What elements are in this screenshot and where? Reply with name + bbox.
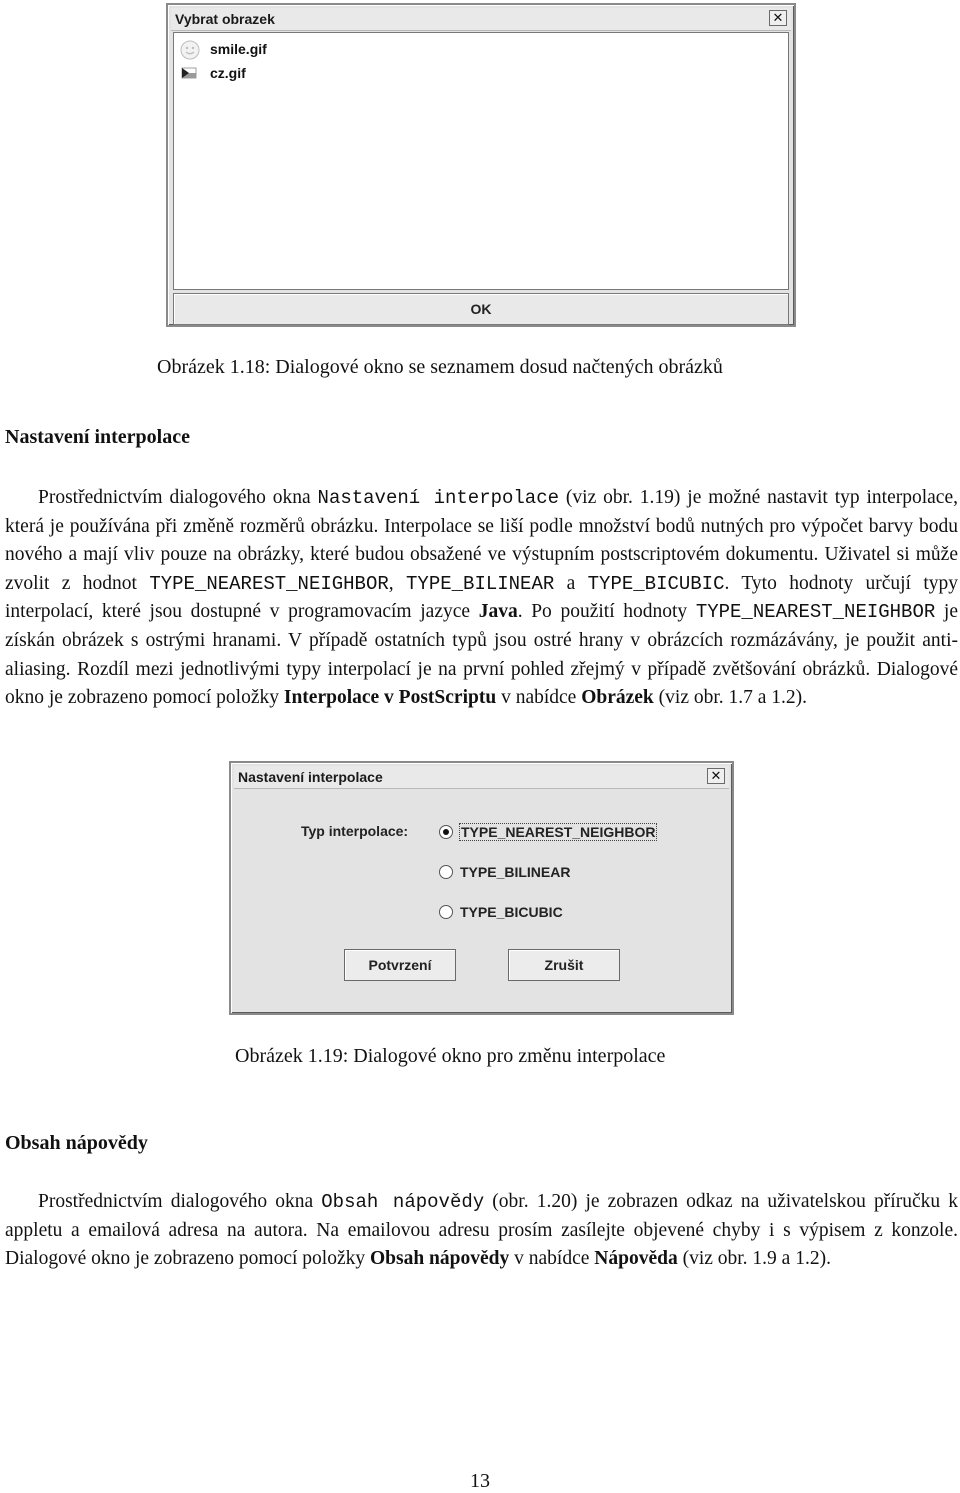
radio-button[interactable] bbox=[439, 905, 453, 919]
smiley-face-icon bbox=[180, 40, 200, 60]
image-list[interactable] bbox=[173, 32, 789, 290]
cancel-button[interactable]: Zrušit bbox=[508, 949, 620, 981]
paragraph: Prostřednictvím dialogového okna Nastavení interpolace (viz obr. 1.19) je možné nastavit typ interpolace, která je používána při změně rozměrů obrázku. Interpolace se liší podle množství bodů nutných pro výpočet barvy bodu nového a mají vliv pouze na obrázky, které budou obsažené ve výstupním postscriptovém dokumentu. Uživatel si může zvolit z hodnot TYPE_NEAREST_NEIGHBOR, TYPE_BILINEAR a TYPE_BICUBIC. Tyto hodnoty určují typy interpolací, které jsou dostupné v programovacím jazyce Java. Po použití hodnoty TYPE_NEAREST_NEIGHBOR je získán obrázek s ostrými hranami. V případě ostatních typů jsou ostré hrany v obrázcích rozmázávány, je použit anti-aliasing. Rozdíl mezi jednotlivými typy interpolací je na první pohled zřejmý v případě zvětšování obrázků. Dialogové okno je zobrazeno pomocí položky Interpolace v PostScriptu v nabídce Obrázek (viz obr. 1.7 a 1.2). bbox=[5, 487, 959, 709]
list-item[interactable] bbox=[180, 39, 380, 61]
radio-button[interactable] bbox=[439, 865, 453, 879]
dialog-titlebar[interactable] bbox=[171, 8, 791, 31]
list-item-label: smile.gif bbox=[210, 41, 267, 57]
close-button[interactable] bbox=[707, 768, 725, 784]
radio-bilinear[interactable] bbox=[439, 862, 679, 884]
page-number: 13 bbox=[470, 1470, 490, 1492]
list-item[interactable] bbox=[180, 63, 380, 85]
ok-button[interactable]: OK bbox=[173, 293, 789, 325]
dialog-title: Vybrat obrazek bbox=[175, 11, 275, 27]
image-select-dialog bbox=[166, 3, 796, 327]
confirm-button[interactable]: Potvrzení bbox=[344, 949, 456, 981]
flag-icon bbox=[180, 64, 200, 84]
radio-label: TYPE_BICUBIC bbox=[460, 904, 563, 920]
radio-label: TYPE_BILINEAR bbox=[460, 864, 571, 880]
radio-nearest-neighbor[interactable] bbox=[439, 822, 679, 844]
dialog-titlebar[interactable] bbox=[234, 766, 729, 789]
close-icon: ✕ bbox=[710, 768, 722, 783]
radio-label: TYPE_NEAREST_NEIGHBOR bbox=[461, 824, 656, 840]
radio-button-selected[interactable] bbox=[439, 825, 453, 839]
figure-caption: Obrázek 1.19: Dialogové okno pro změnu interpolace bbox=[235, 1045, 666, 1067]
list-item-label: cz.gif bbox=[210, 65, 246, 81]
paragraph: Prostřednictvím dialogového okna Obsah nápovědy (obr. 1.20) je zobrazen odkaz na uživatelskou příručku k appletu a emailová adresa na autora. Na emailovou adresu prosím zasílejte objevené chyby i s výpisem z konzole. Dialogové okno je zobrazeno pomocí položky Obsah nápovědy v nabídce Nápověda (viz obr. 1.9 a 1.2). bbox=[5, 1191, 958, 1270]
close-button[interactable] bbox=[769, 10, 787, 26]
radio-bicubic[interactable] bbox=[439, 902, 679, 924]
section-heading: Obsah nápovědy bbox=[5, 1132, 148, 1154]
close-icon: ✕ bbox=[772, 10, 784, 25]
interpolation-dialog bbox=[229, 761, 734, 1015]
figure-caption: Obrázek 1.18: Dialogové okno se seznamem dosud načtených obrázků bbox=[157, 356, 723, 378]
dialog-title: Nastavení interpolace bbox=[238, 769, 383, 785]
section-heading: Nastavení interpolace bbox=[5, 426, 190, 448]
interpolation-type-label: Typ interpolace: bbox=[301, 823, 409, 839]
